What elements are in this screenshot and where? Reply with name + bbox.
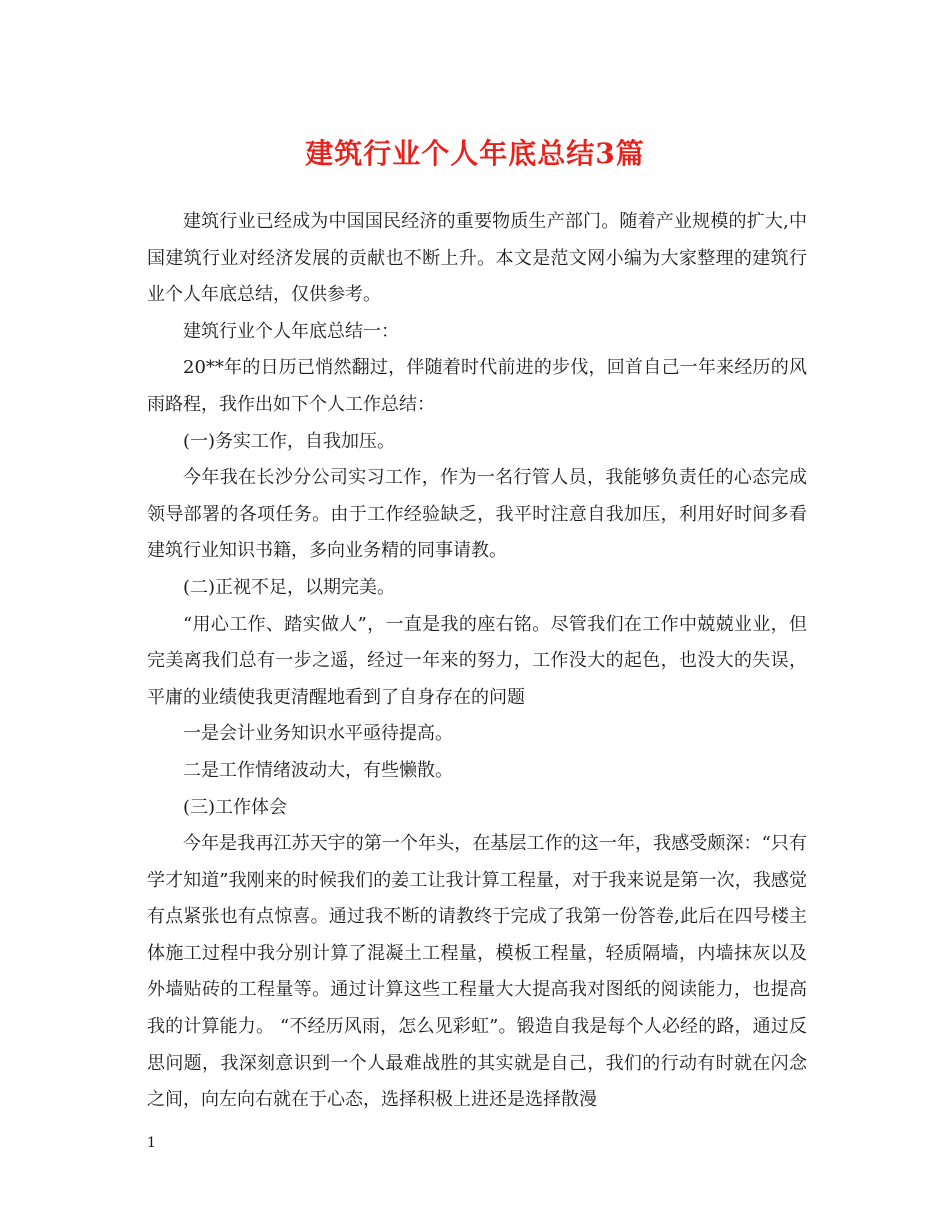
subheading-one: (一)务实工作，自我加压。 (183, 430, 396, 452)
document-body (147, 204, 807, 1119)
intro-paragraph: 建筑行业已经成为中国国民经济的重要物质生产部门。随着产业规模的扩大,中国建筑行业对经济发展的贡献也不断上升。本文是范文网小编为大家整理的建筑行业个人年底总结，仅供参考。 (147, 211, 807, 306)
section-heading-summary-one: 建筑行业个人年底总结一： (183, 320, 399, 342)
work-paragraph: 今年我在长沙分公司实习工作，作为一名行管人员，我能够负责任的心态完成领导部署的各项任务。由于工作经验缺乏，我平时注意自我加压，利用好时间多看建筑行业知识书籍，多向业务精的同事请教。 (147, 467, 807, 562)
experience-paragraph: 今年是我再江苏天宇的第一个年头，在基层工作的这一年，我感受颇深：“只有学才知道”我刚来的时候我们的姜工让我计算工程量，对于我来说是第一次，我感觉有点紧张也有点惊喜。通过我不断的请教终于完成了我第一份答卷,此后在四号楼主体施工过程中我分别计算了混凝土工程量，模板工程量，轻质隔墙，内墙抹灰以及外墙贴砖的工程量等。通过计算这些工程量大大提高我对图纸的阅读能力，也提高我的计算能力。 “不经历风雨，怎么见彩虹”。锻造自我是每个人必经的路，通过反思问题，我深刻意识到一个人最难战胜的其实就是自己，我们的行动有时就在闪念之间，向左向右就在于心态，选择积极上进还是选择散漫 (147, 833, 807, 1111)
opening-paragraph: 20**年的日历已悄然翻过，伴随着时代前进的步伐，回首自己一年来经历的风雨路程，我作出如下个人工作总结： (147, 357, 807, 415)
subheading-two: (二)正视不足，以期完美。 (183, 576, 396, 598)
issue-one: 一是会计业务知识水平亟待提高。 (183, 723, 453, 745)
subheading-three: (三)工作体会 (183, 796, 288, 818)
issue-two: 二是工作情绪波动大，有些懒散。 (183, 759, 453, 781)
document-title: 建筑行业个人年底总结3篇 (305, 137, 645, 170)
page-number: 1 (147, 1135, 156, 1151)
motto-paragraph: “用心工作、踏实做人”，一直是我的座右铭。尽管我们在工作中兢兢业业，但完美离我们总有一步之遥，经过一年来的努力，工作没大的起色，也没大的失误，平庸的业绩使我更清醒地看到了自身存在的问题 (147, 613, 807, 708)
